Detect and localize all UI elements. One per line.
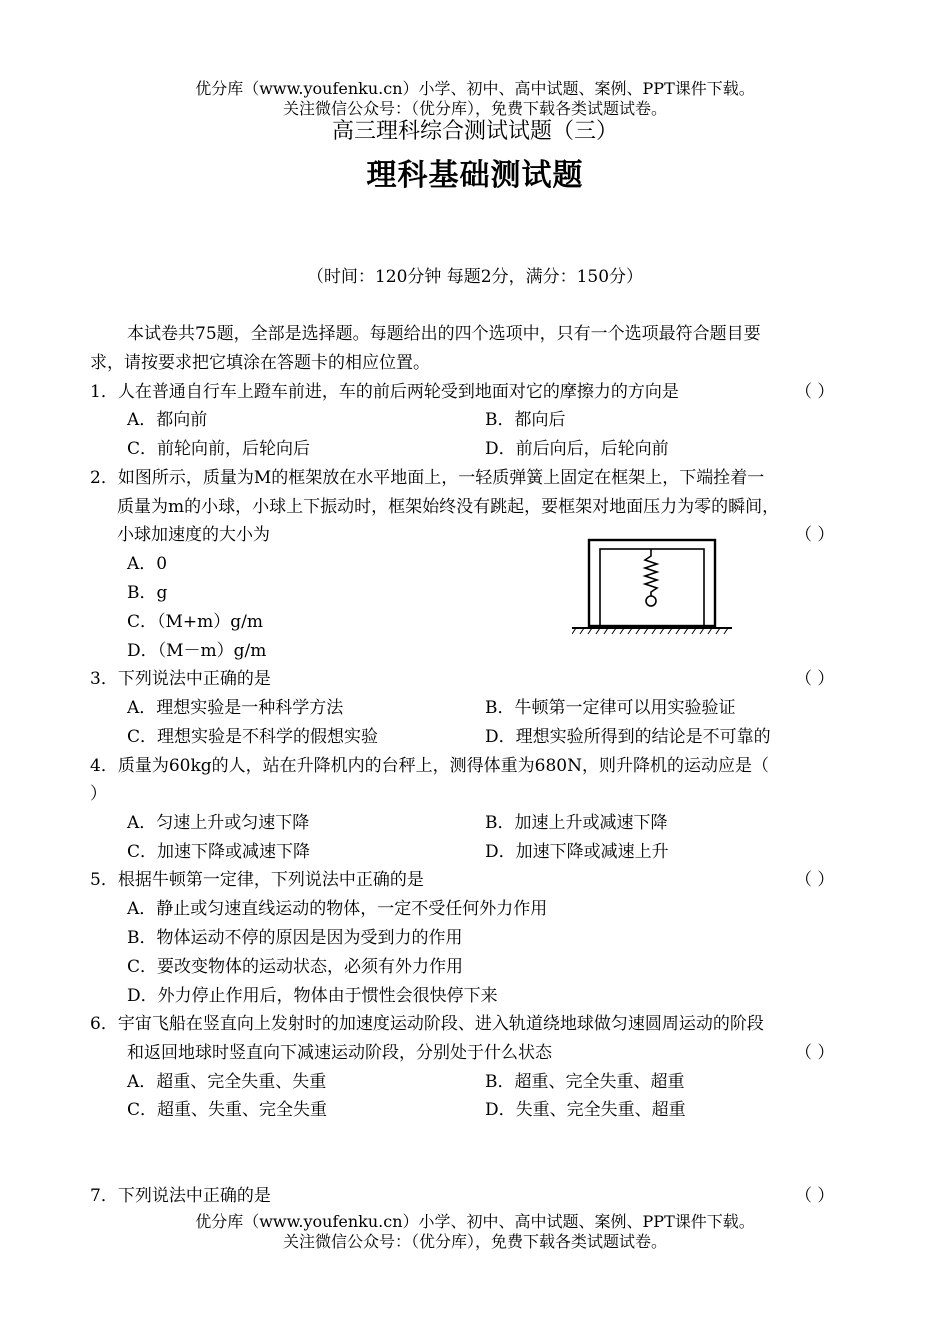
header-line-1: 优分库（www.youfenku.cn）小学、初中、高中试题、案例、PPT课件下载。 — [195, 79, 755, 98]
q6-option-c: C．超重、失重、完全失重 — [127, 1100, 328, 1120]
q4-stem-1: 4．质量为60kg的人，站在升降机内的台秤上，测得体重为680N，则升降机的运动应是（ — [90, 756, 769, 776]
q4-option-c: C．加速下降或减速下降 — [127, 842, 311, 862]
q2-option-d: D．（M－m）g/m — [127, 641, 267, 661]
footer-line-1: 优分库（www.youfenku.cn）小学、初中、高中试题、案例、PPT课件下载。 — [195, 1212, 755, 1231]
q3-option-c: C．理想实验是不科学的假想实验 — [127, 727, 379, 747]
q6-option-a: A．超重、完全失重、失重 — [127, 1072, 327, 1092]
q2-stem-2: 质量为m的小球，小球上下振动时，框架始终没有跳起，要框架对地面压力为零的瞬间， — [117, 497, 780, 517]
q5-stem: 5．根据牛顿第一定律，下列说法中正确的是 — [90, 870, 424, 890]
q5-option-c: C．要改变物体的运动状态，必须有外力作用 — [127, 957, 464, 977]
q2-answer-blank: （ ） — [795, 525, 835, 545]
q2-option-a: A．0 — [127, 554, 168, 574]
q3-answer-blank: （ ） — [795, 669, 835, 689]
q6-answer-blank: （ ） — [795, 1043, 835, 1063]
intro-line-2: 求，请按要求把它填涂在答题卡的相应位置。 — [90, 353, 430, 373]
spring-frame-figure — [572, 536, 732, 642]
q5-option-b: B．物体运动不停的原因是因为受到力的作用 — [127, 928, 463, 948]
exam-meta: （时间：120分钟 每题2分，满分：150分） — [306, 267, 644, 287]
q5-answer-blank: （ ） — [795, 870, 835, 890]
q2-stem-3: 小球加速度的大小为 — [117, 525, 270, 545]
intro-line-1: 本试卷共75题，全部是选择题。每题给出的四个选项中，只有一个选项最符合题目要 — [127, 324, 761, 344]
q1-answer-blank: （ ） — [795, 382, 835, 402]
q3-option-a: A．理想实验是一种科学方法 — [127, 698, 344, 718]
q3-option-d: D．理想实验所得到的结论是不可靠的 — [485, 727, 771, 747]
q1-option-c: C．前轮向前，后轮向后 — [127, 439, 311, 459]
q1-option-b: B．都向后 — [485, 410, 566, 430]
q7-answer-blank: （ ） — [795, 1186, 835, 1206]
q5-option-d: D．外力停止作用后，物体由于惯性会很快停下来 — [127, 986, 498, 1006]
q6-stem-1: 6．宇宙飞船在竖直向上发射时的加速度运动阶段、进入轨道绕地球做匀速圆周运动的阶段 — [90, 1014, 764, 1034]
ball — [646, 596, 656, 606]
q4-option-a: A．匀速上升或匀速下降 — [127, 813, 310, 833]
q4-stem-2: ） — [90, 784, 107, 804]
q1-option-a: A．都向前 — [127, 410, 208, 430]
q4-option-d: D．加速下降或减速上升 — [485, 842, 669, 862]
spring — [645, 549, 657, 596]
frame-inner — [600, 549, 704, 626]
q6-option-d: D．失重、完全失重、超重 — [485, 1100, 686, 1120]
page-subtitle: 理科基础测试题 — [366, 158, 584, 193]
q4-option-b: B．加速上升或减速下降 — [485, 813, 668, 833]
page-title: 高三理科综合测试试题（三） — [331, 119, 618, 144]
q3-option-b: B．牛顿第一定律可以用实验验证 — [485, 698, 736, 718]
footer-line-2: 关注微信公众号：（优分库），免费下载各类试题试卷。 — [282, 1232, 667, 1251]
q1-option-d: D．前后向后，后轮向前 — [485, 439, 669, 459]
q1-stem: 1．人在普通自行车上蹬车前进，车的前后两轮受到地面对它的摩擦力的方向是 — [90, 382, 679, 402]
q6-option-b: B．超重、完全失重、超重 — [485, 1072, 685, 1092]
q2-option-c: C．（M+m）g/m — [127, 612, 264, 632]
q5-option-a: A．静止或匀速直线运动的物体，一定不受任何外力作用 — [127, 899, 548, 919]
q3-stem: 3．下列说法中正确的是 — [90, 669, 271, 689]
q2-stem-1: 2．如图所示，质量为M的框架放在水平地面上，一轻质弹簧上固定在框架上，下端拴着一 — [90, 468, 765, 488]
header-line-2: 关注微信公众号：（优分库），免费下载各类试题试卷。 — [282, 99, 667, 118]
q7-stem: 7．下列说法中正确的是 — [90, 1186, 271, 1206]
q6-stem-2: 和返回地球时竖直向下减速运动阶段，分别处于什么状态 — [127, 1043, 552, 1063]
q2-option-b: B．g — [127, 583, 168, 603]
frame-outer — [589, 540, 715, 626]
